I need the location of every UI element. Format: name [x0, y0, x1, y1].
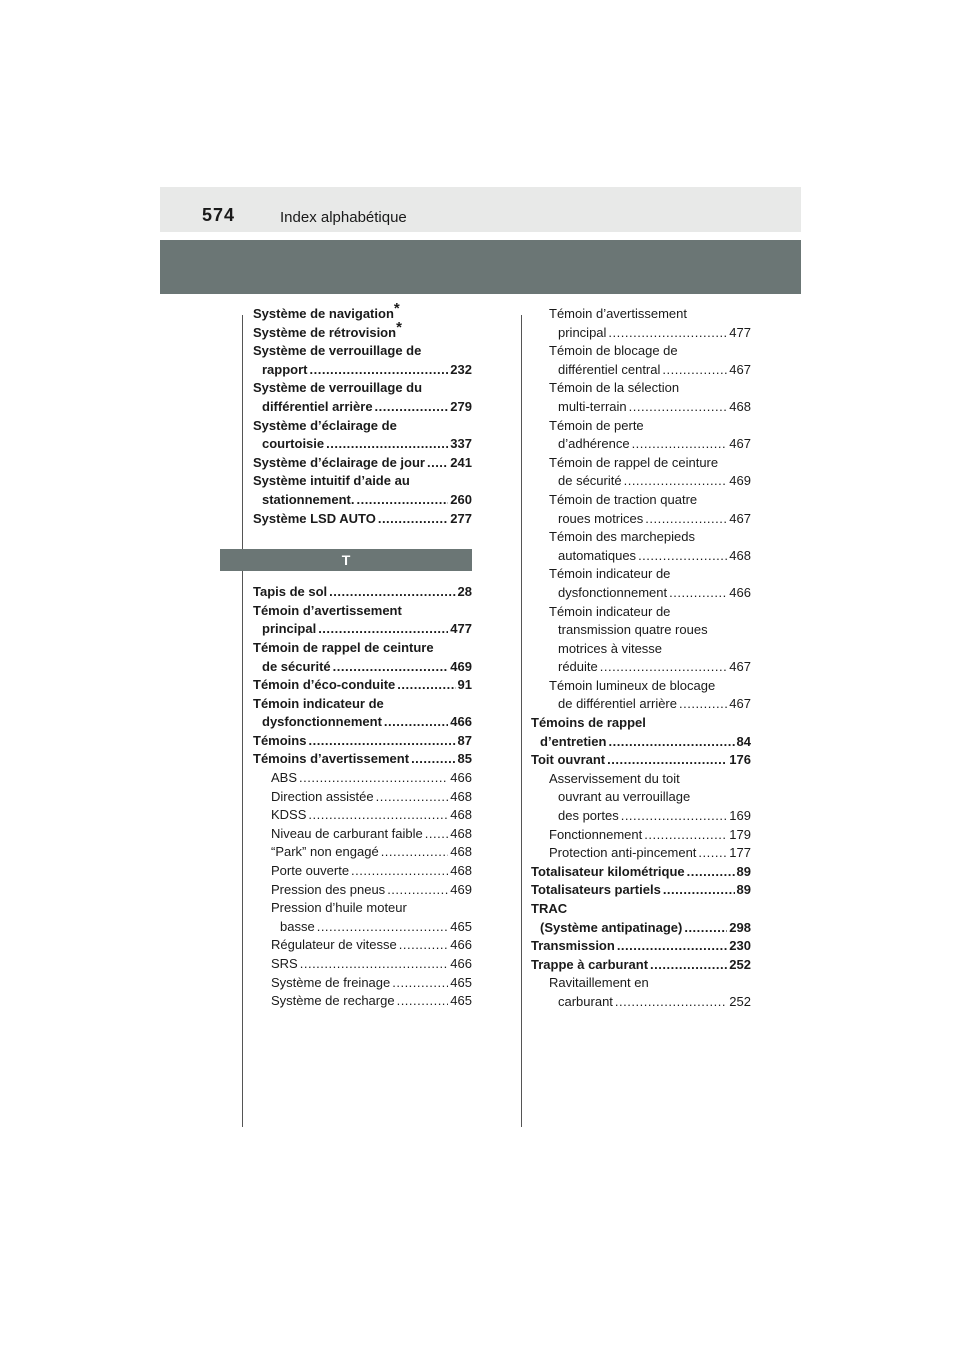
page-reference: 466 — [450, 770, 472, 786]
dot-leader — [621, 807, 728, 826]
index-column-right — [531, 305, 751, 1012]
dot-leader — [375, 398, 449, 417]
index-entry — [531, 379, 751, 416]
index-entry — [531, 937, 751, 956]
index-term: Témoin d’avertissement — [253, 602, 402, 618]
index-term: principal — [558, 324, 607, 340]
header-bar — [160, 187, 801, 232]
index-term: Fonctionnement — [549, 826, 643, 842]
index-term: différentiel central — [558, 361, 661, 377]
index-entry — [531, 844, 751, 863]
dot-leader — [378, 510, 448, 529]
page-reference: 469 — [729, 473, 751, 489]
index-term: Pression des pneus — [271, 881, 386, 897]
index-entry — [253, 862, 472, 881]
index-term: Témoins de rappel — [531, 715, 646, 731]
index-term: Tapis de sol — [253, 584, 328, 600]
index-term: Système intuitif d’aide au — [253, 473, 410, 489]
dot-leader — [617, 937, 727, 956]
index-term: Asservissement du toit — [549, 770, 680, 786]
dot-leader — [687, 863, 735, 882]
index-term: de différentiel arrière — [558, 696, 677, 712]
page-reference: 468 — [450, 844, 472, 860]
index-term: Témoin des marchepieds — [549, 529, 695, 545]
dot-leader — [615, 993, 727, 1012]
page-reference: 465 — [450, 974, 472, 990]
page-reference: 468 — [450, 807, 472, 823]
page-reference: 279 — [450, 398, 472, 414]
index-term: transmission quatre roues — [558, 622, 708, 638]
page-reference: 277 — [450, 510, 472, 526]
dot-leader — [632, 435, 728, 454]
dot-leader — [629, 398, 728, 417]
page-reference: 169 — [729, 808, 751, 824]
page-reference: 230 — [729, 938, 751, 954]
index-entry — [253, 750, 472, 769]
index-term: principal — [262, 621, 317, 637]
index-term: Témoin indicateur de — [549, 566, 671, 582]
index-term: Témoin de la sélection — [549, 380, 680, 396]
index-entry — [531, 565, 751, 602]
dot-leader — [351, 862, 448, 881]
page-reference: 179 — [729, 826, 751, 842]
index-entry — [253, 974, 472, 993]
index-entry — [253, 583, 472, 602]
dot-leader — [392, 974, 448, 993]
page-reference: 469 — [450, 881, 472, 897]
column-divider-right — [521, 315, 522, 1127]
index-entry — [531, 751, 751, 770]
index-term: Témoin de rappel de ceinture — [549, 454, 719, 470]
index-term: multi-terrain — [558, 398, 627, 414]
dot-leader — [425, 825, 449, 844]
page-reference: 252 — [729, 993, 751, 1009]
page-reference: 466 — [729, 584, 751, 600]
index-term: Témoin de perte — [549, 417, 644, 433]
index-term: Protection anti-pincement — [549, 845, 697, 861]
page-reference: 298 — [729, 919, 751, 935]
index-term: ouvrant au verrouillage — [558, 789, 691, 805]
index-entry — [253, 806, 472, 825]
index-term: ABS — [271, 770, 298, 786]
dot-leader — [662, 361, 727, 380]
index-entry — [531, 305, 751, 342]
index-entry — [253, 936, 472, 955]
page-reference: 252 — [729, 956, 751, 972]
index-term: Système d’éclairage de — [253, 417, 397, 433]
page-reference: 468 — [729, 398, 751, 414]
index-term: dysfonctionnement — [262, 714, 382, 730]
index-term: Totalisateur kilométrique — [531, 863, 685, 879]
index-term: Témoin de blocage de — [549, 343, 678, 359]
dot-leader — [679, 695, 727, 714]
page-reference: 89 — [736, 882, 751, 898]
dot-leader — [397, 676, 455, 695]
index-entry — [531, 677, 751, 714]
page-reference: 467 — [729, 361, 751, 377]
dot-leader — [356, 491, 448, 510]
index-term: dysfonctionnement — [558, 584, 668, 600]
index-entry — [253, 300, 472, 324]
index-term: Témoins d’avertissement — [253, 751, 410, 767]
index-term: (Système antipatinage) — [540, 919, 683, 935]
index-term: de sécurité — [558, 473, 622, 489]
dot-leader — [308, 732, 455, 751]
index-term: Système de rétrovision — [253, 324, 397, 340]
index-entry — [253, 379, 472, 416]
dot-leader — [310, 361, 449, 380]
page-reference: 477 — [729, 324, 751, 340]
index-term: Système d’éclairage de jour — [253, 454, 425, 470]
index-term: Témoin d’avertissement — [549, 306, 687, 321]
page-reference: 466 — [450, 714, 472, 730]
dot-leader — [608, 324, 727, 343]
dot-leader — [698, 844, 727, 863]
index-term: réduite — [558, 659, 598, 675]
dot-leader — [399, 936, 449, 955]
index-entry — [531, 974, 751, 1011]
page-reference: 241 — [450, 454, 472, 470]
page-reference: 89 — [736, 863, 751, 879]
index-term: Système LSD AUTO — [253, 510, 376, 526]
page-reference: 466 — [450, 937, 472, 953]
page-reference: 468 — [729, 547, 751, 563]
index-group-s — [253, 300, 472, 528]
index-entry — [253, 417, 472, 454]
dot-leader — [317, 918, 449, 937]
dot-leader — [650, 956, 727, 975]
dot-leader — [411, 750, 455, 769]
section-letter-t: T — [220, 549, 472, 571]
dot-leader — [600, 658, 728, 677]
index-entry — [253, 769, 472, 788]
index-term: stationnement. — [262, 491, 355, 507]
index-entry — [253, 732, 472, 751]
footnote-star-icon: * — [393, 300, 400, 317]
dot-leader — [299, 769, 448, 788]
index-entry — [531, 714, 751, 751]
index-term: de sécurité — [262, 658, 331, 674]
index-term: KDSS — [271, 807, 307, 823]
index-term: Système de verrouillage du — [253, 380, 423, 396]
dot-leader — [607, 751, 727, 770]
index-entry — [531, 863, 751, 882]
index-entry — [531, 881, 751, 900]
page-reference: 232 — [450, 361, 472, 377]
index-term: des portes — [558, 808, 619, 824]
dot-leader — [624, 472, 728, 491]
index-entry — [253, 788, 472, 807]
page-reference: 85 — [457, 751, 472, 767]
index-term: Système de recharge — [271, 993, 395, 1009]
index-term: Direction assistée — [271, 788, 374, 804]
page-reference: 469 — [450, 658, 472, 674]
index-entry — [253, 843, 472, 862]
index-term: SRS — [271, 956, 298, 971]
page-reference: 465 — [450, 918, 472, 934]
dot-leader — [684, 919, 727, 938]
index-term: Système de freinage — [271, 974, 391, 990]
dot-leader — [384, 713, 448, 732]
index-entry — [253, 510, 472, 529]
index-entry — [531, 956, 751, 975]
page-reference: 467 — [729, 696, 751, 712]
index-term: Témoin lumineux de blocage — [549, 677, 716, 693]
index-term: Témoin d’éco-conduite — [253, 677, 396, 693]
page-reference: 477 — [450, 621, 472, 637]
index-term: d’entretien — [540, 733, 607, 749]
index-term: basse — [280, 918, 315, 934]
index-entry — [253, 454, 472, 473]
page-reference: 468 — [450, 825, 472, 841]
page-reference: 260 — [450, 491, 472, 507]
index-term: d’adhérence — [558, 436, 630, 452]
index-group-t — [253, 583, 472, 1011]
dot-leader — [308, 806, 448, 825]
index-term: rapport — [262, 361, 308, 377]
dot-leader — [381, 843, 449, 862]
dot-leader — [669, 584, 727, 603]
index-term: Témoins — [253, 732, 307, 748]
page-reference: 337 — [450, 436, 472, 452]
dot-leader — [608, 733, 734, 752]
page-reference: 28 — [457, 584, 472, 600]
index-entry — [253, 825, 472, 844]
index-entry — [253, 602, 472, 639]
page-number: 574 — [202, 205, 236, 225]
index-group-t-continued — [531, 305, 751, 1012]
index-term: différentiel arrière — [262, 398, 373, 414]
column-divider-left — [242, 315, 243, 1127]
index-term: automatiques — [558, 547, 637, 563]
footnote-star-icon: * — [396, 318, 402, 336]
index-term: Trappe à carburant — [531, 956, 649, 972]
dot-leader — [644, 826, 727, 845]
index-term: Transmission — [531, 938, 615, 954]
index-term: Système de verrouillage de — [253, 343, 422, 359]
index-entry — [531, 491, 751, 528]
dot-leader — [329, 583, 455, 602]
index-entry — [253, 676, 472, 695]
page-reference: 91 — [457, 677, 472, 693]
index-term: Témoin indicateur de — [549, 603, 671, 619]
page-reference: 176 — [729, 752, 751, 768]
index-entry — [531, 528, 751, 565]
dot-leader — [663, 881, 735, 900]
page-title: Index alphabétique — [280, 209, 407, 226]
index-term: motrices à vitesse — [558, 640, 663, 656]
index-entry — [253, 472, 472, 509]
dot-leader — [300, 955, 449, 974]
index-entry — [531, 770, 751, 826]
page-reference: 468 — [450, 788, 472, 804]
index-term: Régulateur de vitesse — [271, 937, 397, 953]
index-term: Niveau de carburant faible — [271, 825, 423, 841]
index-entry — [253, 881, 472, 900]
index-term: courtoisie — [262, 436, 325, 452]
page-reference: 468 — [450, 863, 472, 879]
index-entry — [531, 603, 751, 677]
index-entry — [531, 900, 751, 937]
index-term: roues motrices — [558, 510, 644, 526]
page-reference: 467 — [729, 436, 751, 452]
page-reference: 87 — [457, 732, 472, 748]
index-column-left — [253, 300, 472, 1011]
index-term: TRAC — [531, 901, 568, 916]
dot-leader — [326, 435, 448, 454]
dot-leader — [645, 510, 727, 529]
dot-leader — [397, 992, 449, 1011]
index-term: Témoin de rappel de ceinture — [253, 639, 434, 655]
index-entry — [253, 992, 472, 1011]
dot-leader — [318, 620, 448, 639]
index-term: Totalisateurs partiels — [531, 882, 661, 898]
index-term: carburant — [558, 993, 613, 1009]
index-entry — [531, 342, 751, 379]
index-entry — [531, 417, 751, 454]
index-entry — [253, 955, 472, 974]
index-term: Toit ouvrant — [531, 752, 606, 768]
index-entry — [253, 639, 472, 676]
page-reference: 466 — [450, 956, 472, 971]
dot-leader — [427, 454, 448, 473]
index-entry — [253, 695, 472, 732]
dot-leader — [376, 788, 449, 807]
index-term: Système de navigation — [253, 306, 394, 321]
index-term: “Park” non engagé — [271, 844, 379, 860]
page-reference: 84 — [736, 733, 751, 749]
index-entry — [531, 454, 751, 491]
index-entry — [253, 899, 472, 936]
index-term: Témoin de traction quatre — [549, 491, 698, 507]
index-entry — [253, 342, 472, 379]
index-entry — [253, 318, 472, 343]
index-entry — [531, 826, 751, 845]
dot-leader — [387, 881, 448, 900]
dot-leader — [333, 658, 449, 677]
page-reference: 465 — [450, 993, 472, 1009]
dot-leader — [638, 547, 727, 566]
index-term: Ravitaillement en — [549, 975, 649, 991]
header-band — [160, 240, 801, 294]
index-term: Porte ouverte — [271, 863, 350, 879]
page-reference: 177 — [729, 845, 751, 861]
page-reference: 467 — [729, 659, 751, 675]
page-reference: 467 — [729, 510, 751, 526]
index-term: Pression d’huile moteur — [271, 900, 407, 916]
index-term: Témoin indicateur de — [253, 695, 384, 711]
